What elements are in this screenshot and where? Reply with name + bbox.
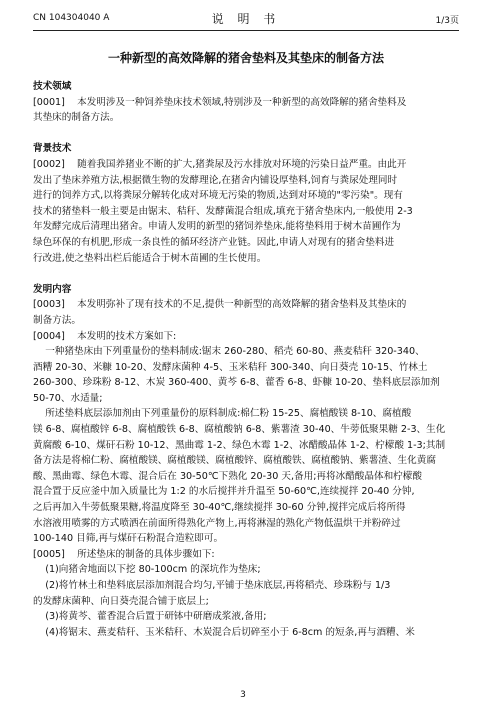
paragraph-line: (3)将黄芩、藿香混合后置于研钵中研磨成浆液,备用; [33, 611, 267, 623]
section-heading-invention: 发明内容 [33, 283, 72, 295]
paragraph-line: 进行的饲养方式,以将粪尿分解转化成对环境无污染的物质,达到对环境的"零污染"。现有 [33, 190, 403, 202]
document-number: CN 104304040 A [33, 13, 110, 23]
paragraph-line: [0003] 本发明弥补了现有技术的不足,提供一种新型的高效降解的猪舍垫料及其垫床的 [33, 299, 407, 311]
paragraph-line: 行改进,使之垫料出栏后能适合于树木苗圃的生长使用。 [33, 252, 267, 264]
paragraph-line: 260-300、珍珠粉 8-12、木炭 360-400、黄芩 6-8、藿香 6-8、虾糠 10-20、垫料底层添加剂 [33, 377, 440, 389]
paragraph-line: 一种猪垫床由下列重量份的垫料制成:锯末 260-280、稻壳 60-80、燕麦秸秆 320-340、 [33, 346, 425, 358]
section-label: 说 明 书 [211, 12, 281, 26]
paragraph-line: [0002] 随着我国养猪业不断的扩大,猪粪尿及污水排放对环境的污染日益严重。由此开 [33, 158, 407, 170]
paragraph-line: [0005] 所述垫床的制备的具体步骤如下: [33, 548, 215, 560]
paragraph-line: (2)将竹林土和垫料底层添加剂混合均匀,平铺于垫床底层,再将稻壳、珍珠粉与 1/3 [33, 580, 391, 591]
paragraph-line: (4)将锯末、燕麦秸秆、玉米秸秆、木炭混合后切碎至小于 6-8cm 的短条,再与酒糟、米 [33, 626, 415, 638]
paragraph-line: [0004] 本发明的技术方案如下: [33, 330, 177, 342]
paragraph-line: (1)向猪舍地面以下挖 80-100cm 的深坑作为垫床; [33, 564, 261, 576]
paragraph-line: 所述垫料底层添加剂由下列重量份的原料制成:棉仁粉 15-25、腐植酸镁 8-10、腐植酸 [33, 408, 412, 420]
page-header [33, 10, 459, 28]
paragraph-line: 酒糟 20-30、米糠 10-20、发酵床菌种 4-5、玉米秸秆 300-340、向日葵壳 10-15、竹林土 [33, 361, 428, 373]
paragraph-line: 年发酵完成后清理出猪舍。申请人发明的新型的猪饲养垫床,能将垫料用于树木苗圃作为 [33, 221, 401, 233]
section-heading-background: 背景技术 [33, 143, 72, 155]
paragraph-line: [0001] 本发明涉及一种饲养垫床技术领域,特别涉及一种新型的高效降解的猪舍垫料及 [33, 96, 407, 108]
paragraph-line: 酸、黑曲霉、绿色木霉、混合后在 30-50℃下熟化 20-30 天,备用;再将冰醋酸晶体和柠檬酸 [33, 470, 422, 482]
paragraph-line: 之后再加入牛蒡低聚果糖,将温度降至 30-40℃,继续搅拌 30-60 分钟,搅拌完成后将所得 [33, 502, 406, 514]
paragraph-line: 黄腐酸 6-10、煤矸石粉 10-12、黑曲霉 1-2、绿色木霉 1-2、冰醋酸晶体 1-2、柠檬酸 1-3;其制 [33, 439, 446, 451]
paragraph-line: 绿色环保的有机肥,形成一条良性的循环经济产业链。因此,申请人对现有的猪舍垫料进 [33, 236, 395, 248]
document-body [33, 79, 459, 640]
section-heading-tech-field: 技术领域 [33, 81, 72, 92]
paragraph-line: 水溶液用喷雾的方式喷洒在前面所得熟化产物上,再将淋湿的熟化产物低温烘干并粉碎过 [33, 517, 401, 529]
paragraph-line: 发出了垫床养殖方法,根据微生物的发酵理论,在猪舍内铺设厚垫料,饲育与粪尿处理同时 [33, 174, 398, 186]
paragraph-line: 50-70、水适量; [33, 392, 103, 404]
spacer [33, 126, 459, 142]
paragraph-line: 其垫床的制备方法。 [33, 112, 120, 124]
paragraph-line: 混合置于反应釜中加入质量比为 1:2 的水后搅拌并升温至 50-60℃,连续搅拌 20-40 分钟, [33, 486, 415, 498]
paragraph-line: 100-140 目筛,再与煤矸石粉混合造粒即可。 [33, 533, 224, 545]
paragraph-line: 备方法是将棉仁粉、腐植酸镁、腐植酸镁、腐植酸锌、腐植酸铁、腐植酸钠、紫薯渣、生化黄腐 [33, 455, 436, 467]
paragraph-line: 制备方法。 [33, 314, 81, 326]
page-indicator: 1/3页 [435, 16, 459, 26]
paragraph-line: 技术的猪垫料一般主要是由锯末、秸秆、发酵菌混合组成,填充于猪舍垫床内,一般使用 2-3 [33, 205, 413, 217]
page-number: 3 [240, 690, 246, 700]
document-title: 一种新型的高效降解的猪舍垫料及其垫床的制备方法 [107, 51, 384, 65]
paragraph-line: 镁 6-8、腐植酸锌 6-8、腐植酸铁 6-8、腐植酸钠 6-8、紫薯渣 30-40、牛蒡低聚果糖 2-3、生化 [33, 424, 446, 436]
paragraph-line: 的发酵床菌种、向日葵壳混合铺于底层上; [33, 595, 209, 607]
spacer [33, 266, 459, 282]
header-rule [33, 30, 459, 31]
